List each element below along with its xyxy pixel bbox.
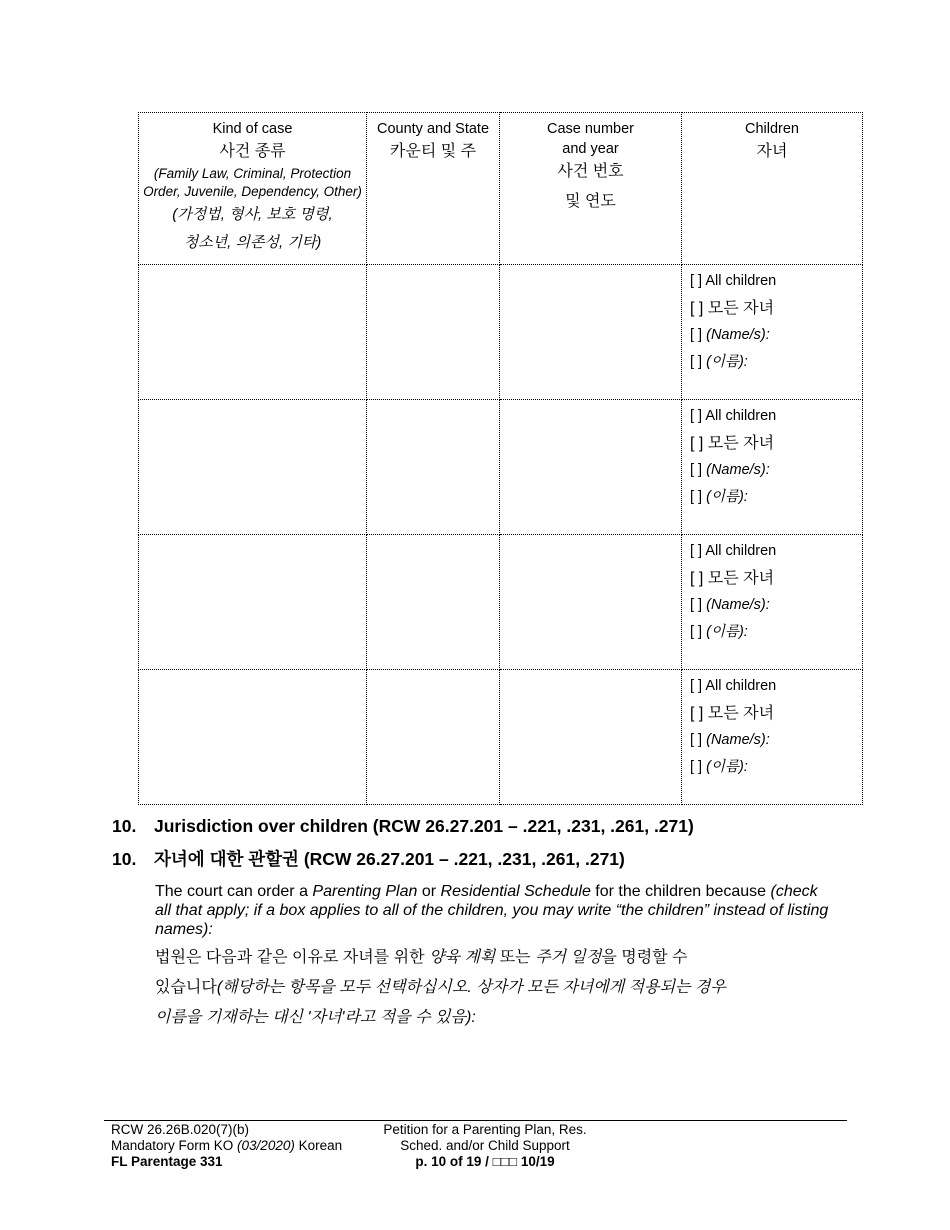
all-children-checkbox-ko[interactable]: [ ] 모든 자녀 bbox=[690, 435, 775, 452]
table-row bbox=[139, 400, 863, 535]
header-kind-sub-ko-2: 청소년, 의존성, 기타) bbox=[183, 234, 322, 251]
all-children-checkbox-ko[interactable]: [ ] 모든 자녀 bbox=[690, 570, 775, 587]
header-county-en: County and State bbox=[376, 121, 490, 137]
footer-rcw: RCW 26.26B.020(7)(b) bbox=[111, 1122, 250, 1137]
all-children-checkbox-ko[interactable]: [ ] 모든 자녀 bbox=[690, 300, 775, 317]
section-number: 10. bbox=[112, 816, 137, 836]
section-10-heading-ko bbox=[112, 846, 625, 871]
header-children-ko: 자녀 bbox=[756, 143, 788, 160]
section-number: 10. bbox=[112, 849, 137, 869]
all-children-checkbox-en[interactable]: [ ] All children bbox=[690, 543, 777, 559]
section-10-heading-en bbox=[112, 816, 694, 837]
section-title-en: Jurisdiction over children (RCW 26.27.201 – .221, .231, .261, .271) bbox=[154, 816, 694, 836]
header-kind-sub-ko-1: (가정법, 형사, 보호 명령, bbox=[172, 206, 333, 223]
case-number-cell[interactable] bbox=[500, 670, 682, 805]
footer-form-id: Mandatory Form KO (03/2020) Korean bbox=[111, 1138, 343, 1153]
footer-form-name: FL Parentage 331 bbox=[111, 1154, 223, 1169]
footer-page-number: p. 10 of 19 / □□□ 10/19 bbox=[415, 1154, 555, 1169]
all-children-checkbox-ko[interactable]: [ ] 모든 자녀 bbox=[690, 705, 775, 722]
all-children-checkbox-en[interactable]: [ ] All children bbox=[690, 408, 777, 424]
all-children-checkbox-en[interactable]: [ ] All children bbox=[690, 273, 777, 289]
prior-cases-table bbox=[138, 112, 863, 805]
names-checkbox-en[interactable]: [ ] (Name/s): bbox=[690, 597, 770, 613]
table-row bbox=[139, 670, 863, 805]
footer-title-2: Sched. and/or Child Support bbox=[400, 1138, 570, 1153]
children-cell bbox=[682, 535, 863, 670]
header-children-en: Children bbox=[745, 121, 799, 137]
header-case-ko-2: 및 연도 bbox=[565, 193, 616, 210]
footer-title-1: Petition for a Parenting Plan, Res. bbox=[383, 1122, 587, 1137]
section-10-body-ko-line-1: 법원은 다음과 같은 이유로 자녀를 위한 양육 계획 또는 주거 일정을 명령할 수 bbox=[155, 949, 688, 966]
kind-of-case-cell[interactable] bbox=[139, 670, 367, 805]
footer-center bbox=[370, 1122, 600, 1170]
children-cell bbox=[682, 670, 863, 805]
header-county-ko: 카운티 및 주 bbox=[389, 143, 477, 160]
section-10-body-en: The court can order a Parenting Plan or Residential Schedule for the children because (check all that apply; if a box applies to all of the children, you may write “the children” instead of listing names): bbox=[155, 883, 829, 938]
county-state-cell[interactable] bbox=[367, 670, 500, 805]
header-kind-ko: 사건 종류 bbox=[219, 143, 286, 160]
header-county-state bbox=[367, 113, 500, 265]
header-case-number bbox=[500, 113, 682, 265]
section-10-body-ko-line-3: 이름을 기재하는 대신 '자녀'라고 적을 수 있음): bbox=[155, 1009, 476, 1026]
kind-of-case-cell[interactable] bbox=[139, 265, 367, 400]
names-checkbox-en[interactable]: [ ] (Name/s): bbox=[690, 462, 770, 478]
table-row bbox=[139, 535, 863, 670]
footer-left bbox=[111, 1122, 342, 1170]
section-10-body-ko-line-2: 있습니다(해당하는 항목을 모두 선택하십시오. 상자가 모든 자녀에게 적용되는 경우 bbox=[155, 979, 726, 996]
header-kind-en: Kind of case bbox=[212, 121, 293, 137]
names-checkbox-ko[interactable]: [ ] (이름): bbox=[690, 624, 748, 640]
names-checkbox-ko[interactable]: [ ] (이름): bbox=[690, 759, 748, 775]
county-state-cell[interactable] bbox=[367, 400, 500, 535]
case-number-cell[interactable] bbox=[500, 535, 682, 670]
header-case-ko-1: 사건 번호 bbox=[557, 163, 624, 180]
header-children bbox=[682, 113, 863, 265]
header-case-en-2: and year bbox=[562, 141, 619, 157]
county-state-cell[interactable] bbox=[367, 535, 500, 670]
kind-of-case-cell[interactable] bbox=[139, 535, 367, 670]
children-cell bbox=[682, 265, 863, 400]
kind-of-case-cell[interactable] bbox=[139, 400, 367, 535]
all-children-checkbox-en[interactable]: [ ] All children bbox=[690, 678, 777, 694]
footer-divider bbox=[104, 1120, 847, 1121]
children-cell bbox=[682, 400, 863, 535]
table-row bbox=[139, 265, 863, 400]
header-kind-of-case bbox=[139, 113, 367, 265]
case-number-cell[interactable] bbox=[500, 265, 682, 400]
section-title-ko: 자녀에 대한 관할권 (RCW 26.27.201 – .221, .231, .261, .271) bbox=[154, 849, 625, 869]
names-checkbox-en[interactable]: [ ] (Name/s): bbox=[690, 732, 770, 748]
header-kind-sub-en: (Family Law, Criminal, Protection Order, Juvenile, Dependency, Other) bbox=[143, 166, 362, 199]
names-checkbox-en[interactable]: [ ] (Name/s): bbox=[690, 327, 770, 343]
header-case-en-1: Case number bbox=[546, 121, 635, 137]
names-checkbox-ko[interactable]: [ ] (이름): bbox=[690, 354, 748, 370]
case-number-cell[interactable] bbox=[500, 400, 682, 535]
county-state-cell[interactable] bbox=[367, 265, 500, 400]
table-header-row bbox=[139, 113, 863, 265]
names-checkbox-ko[interactable]: [ ] (이름): bbox=[690, 489, 748, 505]
